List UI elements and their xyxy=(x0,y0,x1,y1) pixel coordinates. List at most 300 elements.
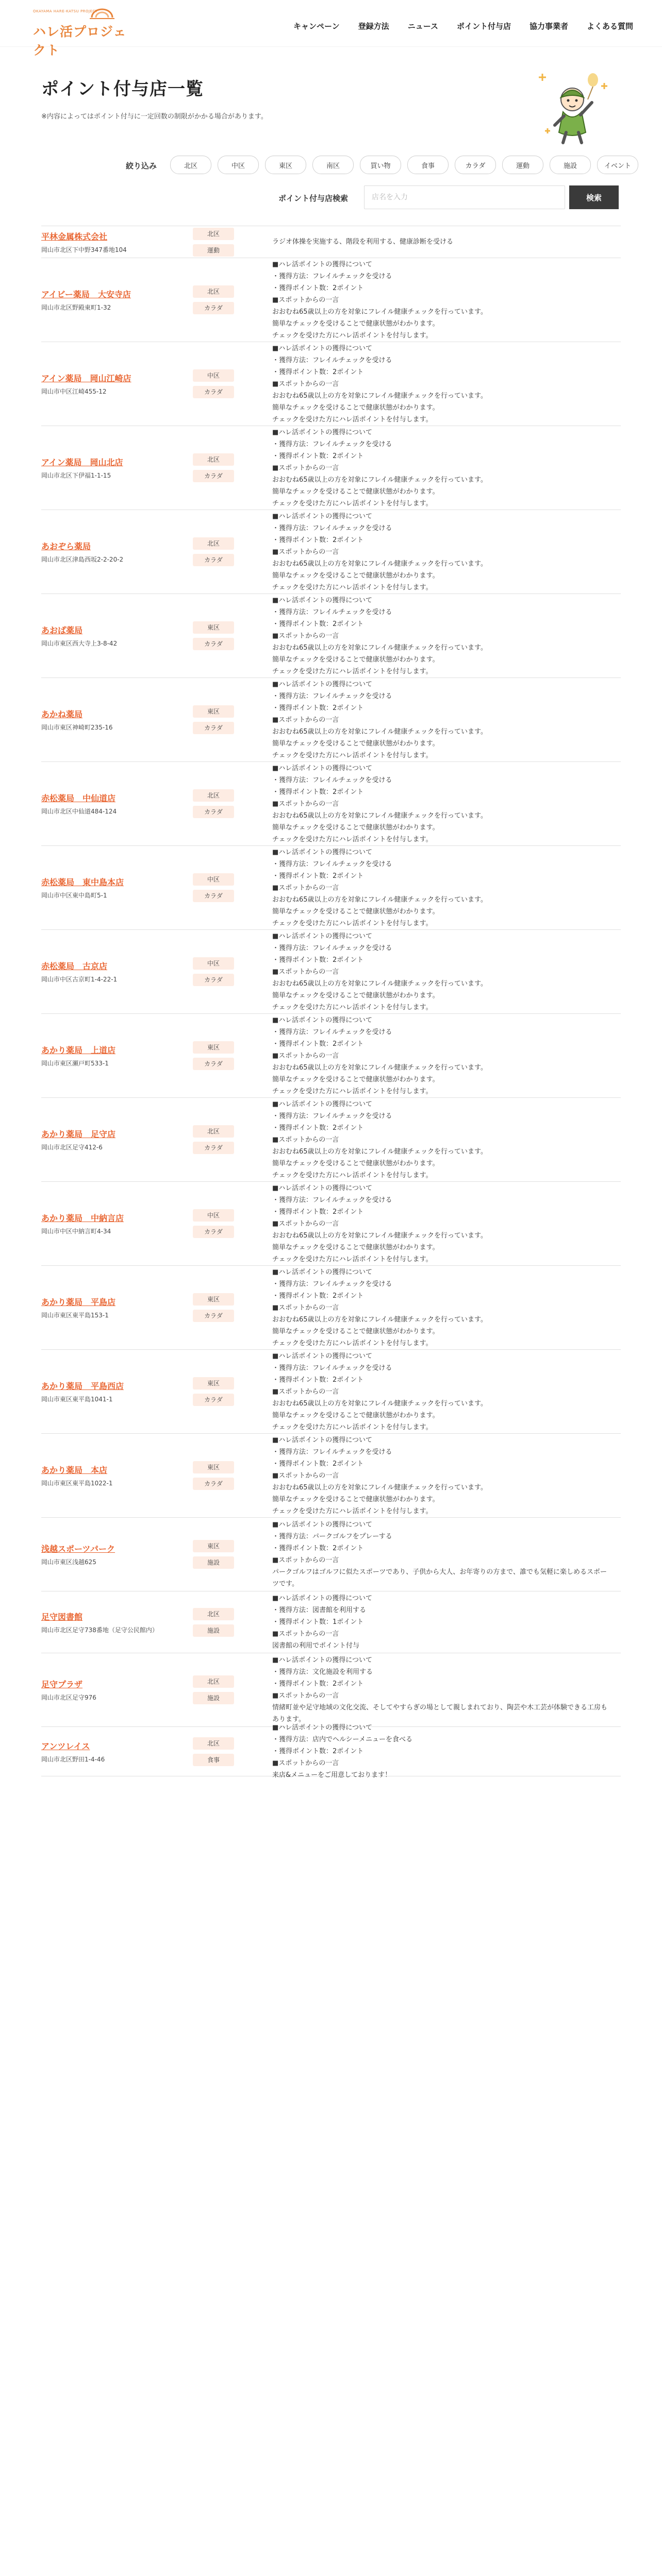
store-tags xyxy=(193,1591,239,1653)
store-name-link[interactable]: あかり薬局 平島西店 xyxy=(41,1381,124,1391)
description-line: ■ハレ活ポイントの獲得について xyxy=(272,1100,373,1108)
store-row xyxy=(41,226,621,258)
description-line: ・獲得ポイント数：2ポイント xyxy=(272,1460,364,1468)
description-line: 簡単なチェックを受けることで健康状態がわかります。 xyxy=(272,739,439,748)
store-tag: 東区 xyxy=(193,1377,234,1389)
store-description xyxy=(272,594,613,677)
store-tags xyxy=(193,1434,239,1517)
store-address: 岡山市中区中納言町4-34 xyxy=(41,1228,111,1235)
nav-registration[interactable]: 登録方法 xyxy=(358,22,389,31)
description-line: ■ハレ活ポイントの獲得について xyxy=(272,1184,373,1192)
store-tag: 東区 xyxy=(193,1041,234,1054)
store-tag: 北区 xyxy=(193,537,234,550)
store-tag: 北区 xyxy=(193,1608,234,1620)
store-address: 岡山市中区江崎455-12 xyxy=(41,388,107,395)
description-line: 簡単なチェックを受けることで健康状態がわかります。 xyxy=(272,907,439,916)
description-line: チェックを受けた方にハレ活ポイントを付与します。 xyxy=(272,1507,433,1515)
description-line: おおむね65歳以上の方を対象にフレイル健康チェックを行っています。 xyxy=(272,1315,487,1324)
store-tag: カラダ xyxy=(193,386,234,398)
description-line: ■スポットからの一言 xyxy=(272,1052,339,1060)
store-tag: 北区 xyxy=(193,789,234,802)
store-name-link[interactable]: あかり薬局 平島店 xyxy=(41,1297,116,1307)
description-line: ・獲得方法：フレイルチェックを受ける xyxy=(272,608,392,616)
store-tag: 北区 xyxy=(193,453,234,466)
store-address: 岡山市東区瀬戸町533-1 xyxy=(41,1060,109,1067)
filter-tag-facility[interactable]: 施設 xyxy=(550,156,591,174)
store-name-link[interactable]: あおば薬局 xyxy=(41,625,83,635)
description-line: ■スポットからの一言 xyxy=(272,548,339,556)
description-line: ■ハレ活ポイントの獲得について xyxy=(272,1268,373,1276)
store-tag: 食事 xyxy=(193,1754,234,1766)
store-info xyxy=(41,342,191,426)
store-tags xyxy=(193,1518,239,1591)
description-line: 簡単なチェックを受けることで健康状態がわかります。 xyxy=(272,1243,439,1251)
description-line: ■ハレ活ポイントの獲得について xyxy=(272,1595,373,1602)
description-line: ・獲得ポイント数：2ポイント xyxy=(272,1292,364,1300)
description-line: ・獲得方法：フレイルチェックを受ける xyxy=(272,776,392,784)
description-line: チェックを受けた方にハレ活ポイントを付与します。 xyxy=(272,499,433,507)
description-line: ■スポットからの一言 xyxy=(272,1692,339,1700)
filter-tag-exercise[interactable]: 運動 xyxy=(502,156,543,174)
store-name-link[interactable]: 浅越スポーツパーク xyxy=(41,1544,115,1554)
store-description xyxy=(272,846,613,929)
store-name-link[interactable]: 赤松薬局 中仙道店 xyxy=(41,793,116,803)
store-row xyxy=(41,1653,621,1726)
description-line: 簡単なチェックを受けることで健康状態がわかります。 xyxy=(272,319,439,328)
store-name-link[interactable]: 足守図書館 xyxy=(41,1612,83,1622)
filter-tag-meal[interactable]: 食事 xyxy=(407,156,449,174)
filter-bar xyxy=(0,156,662,176)
store-tags xyxy=(193,1653,239,1726)
description-line: ■スポットからの一言 xyxy=(272,296,339,304)
store-row xyxy=(41,510,621,594)
store-name-link[interactable]: アンツレイス xyxy=(41,1741,90,1751)
store-row xyxy=(41,1181,621,1265)
filter-tag-minami[interactable]: 南区 xyxy=(312,156,354,174)
nav-faq[interactable]: よくある質問 xyxy=(586,22,633,31)
logo-text: ハレ活プロジェクト xyxy=(33,24,127,58)
description-line: 簡単なチェックを受けることで健康状態がわかります。 xyxy=(272,403,439,412)
store-tag: 北区 xyxy=(193,228,234,240)
store-name-link[interactable]: アイビー薬局 大安寺店 xyxy=(41,290,131,299)
store-row xyxy=(41,1349,621,1433)
store-tags xyxy=(193,1266,239,1349)
mascot-illustration-icon xyxy=(527,62,615,150)
description-line: ■ハレ活ポイントの獲得について xyxy=(272,344,373,352)
store-row xyxy=(41,1724,621,1779)
store-description xyxy=(272,258,613,342)
store-address: 岡山市北区下中野347番地104 xyxy=(41,246,127,253)
description-line: ・獲得ポイント数：2ポイント xyxy=(272,704,364,712)
store-address: 岡山市東区東平島153-1 xyxy=(41,1312,109,1319)
filter-tag-event[interactable]: イベント xyxy=(597,156,638,174)
description-line: ■スポットからの一言 xyxy=(272,632,339,640)
description-line: ■ハレ活ポイントの獲得について xyxy=(272,1352,373,1360)
description-line: ・獲得方法：パークゴルフをプレーする xyxy=(272,1533,392,1540)
description-line: ・獲得ポイント数：2ポイント xyxy=(272,788,364,796)
store-address: 岡山市東区浅越625 xyxy=(41,1558,96,1566)
store-tag: 運動 xyxy=(193,244,234,257)
store-info xyxy=(41,1350,191,1433)
store-tags xyxy=(193,226,239,258)
store-tags xyxy=(193,510,239,594)
store-search xyxy=(0,185,662,210)
page-note: ※内容によってはポイント付与に一定回数の制限がかかる場合があります。 xyxy=(41,113,268,121)
logo-subtext: OKAYAMA HARE-KATSU PROJECT xyxy=(33,9,98,13)
description-line: ・獲得ポイント数：2ポイント xyxy=(272,536,364,544)
description-line: ・獲得ポイント数：1ポイント xyxy=(272,1618,364,1626)
store-name-link[interactable]: あかね薬局 xyxy=(41,709,83,719)
store-name-link[interactable]: 赤松薬局 東中島本店 xyxy=(41,877,124,887)
store-tag: カラダ xyxy=(193,974,234,986)
store-tags xyxy=(193,426,239,510)
store-tag: 中区 xyxy=(193,1209,234,1222)
store-tag: カラダ xyxy=(193,1310,234,1322)
nav-point-stores[interactable]: ポイント付与店 xyxy=(456,22,511,31)
store-description xyxy=(272,1014,613,1097)
description-line: おおむね65歳以上の方を対象にフレイル健康チェックを行っています。 xyxy=(272,1231,487,1240)
description-line: ・獲得ポイント数：2ポイント xyxy=(272,452,364,460)
store-name-link[interactable]: アイン薬局 岡山北店 xyxy=(41,457,123,467)
description-line: おおむね65歳以上の方を対象にフレイル健康チェックを行っています。 xyxy=(272,811,487,820)
store-description xyxy=(272,1653,613,1726)
description-line: チェックを受けた方にハレ活ポイントを付与します。 xyxy=(272,583,433,591)
store-description xyxy=(272,226,613,258)
filter-tag-naka[interactable]: 中区 xyxy=(218,156,259,174)
description-line: おおむね65歳以上の方を対象にフレイル健康チェックを行っています。 xyxy=(272,1483,487,1492)
description-line: ・獲得ポイント数：2ポイント xyxy=(272,1040,364,1048)
description-line: チェックを受けた方にハレ活ポイントを付与します。 xyxy=(272,1171,433,1179)
description-line: ■ハレ活ポイントの獲得について xyxy=(272,764,373,772)
description-line: ・獲得ポイント数：2ポイント xyxy=(272,1545,364,1552)
search-button[interactable]: 検索 xyxy=(569,185,619,209)
store-description xyxy=(272,426,613,510)
description-line: ■スポットからの一言 xyxy=(272,968,339,976)
nav-campaign[interactable]: キャンペーン xyxy=(293,22,340,31)
site-logo[interactable] xyxy=(31,6,129,58)
store-tag: カラダ xyxy=(193,470,234,482)
store-tag: カラダ xyxy=(193,890,234,902)
description-line: チェックを受けた方にハレ活ポイントを付与します。 xyxy=(272,1003,433,1011)
site-header xyxy=(0,0,662,58)
description-line: おおむね65歳以上の方を対象にフレイル健康チェックを行っています。 xyxy=(272,560,487,568)
description-line: ■ハレ活ポイントの獲得について xyxy=(272,1656,373,1664)
store-name-link[interactable]: あかり薬局 中納言店 xyxy=(41,1213,124,1223)
description-line: チェックを受けた方にハレ活ポイントを付与します。 xyxy=(272,415,433,423)
store-tag: 北区 xyxy=(193,1125,234,1138)
store-tags xyxy=(193,762,239,845)
description-line: 簡単なチェックを受けることで健康状態がわかります。 xyxy=(272,1495,439,1503)
store-info xyxy=(41,510,191,594)
description-line: おおむね65歳以上の方を対象にフレイル健康チェックを行っています。 xyxy=(272,895,487,904)
filter-tag-body[interactable]: カラダ xyxy=(455,156,496,174)
description-line: ・獲得ポイント数：2ポイント xyxy=(272,284,364,292)
store-tag: カラダ xyxy=(193,1142,234,1154)
store-address: 岡山市北区足守976 xyxy=(41,1694,96,1701)
store-row xyxy=(41,677,621,761)
filter-tag-list xyxy=(170,156,638,174)
store-tag: カラダ xyxy=(193,1394,234,1406)
description-line: ■ハレ活ポイントの獲得について xyxy=(272,1436,373,1444)
store-tags xyxy=(193,1727,239,1776)
store-row xyxy=(41,1433,621,1517)
store-name-link[interactable]: あかり薬局 本店 xyxy=(41,1465,108,1475)
store-description xyxy=(272,1350,613,1433)
store-address: 岡山市北区足守738番地（足守公民館内） xyxy=(41,1626,158,1634)
store-name-link[interactable]: あかり薬局 足守店 xyxy=(41,1129,116,1139)
store-info xyxy=(41,1653,191,1726)
store-tags xyxy=(193,594,239,677)
description-line: チェックを受けた方にハレ活ポイントを付与します。 xyxy=(272,1255,433,1263)
store-row xyxy=(41,426,621,510)
filter-label: 絞り込み xyxy=(126,161,157,171)
description-line: おおむね65歳以上の方を対象にフレイル健康チェックを行っています。 xyxy=(272,1399,487,1408)
store-row xyxy=(41,1097,621,1181)
description-line: ・獲得方法：フレイルチェックを受ける xyxy=(272,356,392,364)
filter-tag-kita[interactable]: 北区 xyxy=(170,156,211,174)
description-line: ■ハレ活ポイントの獲得について xyxy=(272,932,373,940)
store-tags xyxy=(193,1182,239,1265)
store-search-input[interactable] xyxy=(364,185,565,209)
store-description xyxy=(272,1182,613,1265)
description-line: おおむね65歳以上の方を対象にフレイル健康チェックを行っています。 xyxy=(272,643,487,652)
store-row xyxy=(41,929,621,1013)
description-line: ■スポットからの一言 xyxy=(272,464,339,472)
search-label: ポイント付与店検索 xyxy=(278,194,349,203)
description-line: ・獲得ポイント数：2ポイント xyxy=(272,1376,364,1384)
store-address: 岡山市東区神崎町235-16 xyxy=(41,724,113,731)
store-info xyxy=(41,762,191,845)
description-line: ■スポットからの一言 xyxy=(272,1387,339,1396)
description-line: 簡単なチェックを受けることで健康状態がわかります。 xyxy=(272,487,439,496)
store-tags xyxy=(193,1098,239,1181)
description-line: 簡単なチェックを受けることで健康状態がわかります。 xyxy=(272,655,439,664)
store-tags xyxy=(193,678,239,761)
store-tags xyxy=(193,930,239,1013)
store-info xyxy=(41,930,191,1013)
store-address: 岡山市中区古京町1-4-22-1 xyxy=(41,976,118,983)
store-name-link[interactable]: あかり薬局 上道店 xyxy=(41,1045,116,1055)
description-line: ・獲得ポイント数：2ポイント xyxy=(272,1680,364,1688)
store-tag: カラダ xyxy=(193,1058,234,1070)
store-info xyxy=(41,594,191,677)
description-line: チェックを受けた方にハレ活ポイントを付与します。 xyxy=(272,1339,433,1347)
store-tag: カラダ xyxy=(193,806,234,818)
description-line: チェックを受けた方にハレ活ポイントを付与します。 xyxy=(272,1423,433,1431)
description-line: ・獲得方法：フレイルチェックを受ける xyxy=(272,1112,392,1120)
description-line: ・獲得方法：フレイルチェックを受ける xyxy=(272,524,392,532)
description-line: ■スポットからの一言 xyxy=(272,1136,339,1144)
store-name-link[interactable]: 足守プラザ xyxy=(41,1680,83,1689)
store-row xyxy=(41,258,621,342)
store-info xyxy=(41,1014,191,1097)
store-info xyxy=(41,426,191,510)
description-line: おおむね65歳以上の方を対象にフレイル健康チェックを行っています。 xyxy=(272,727,487,736)
store-address: 岡山市北区中仙道484-124 xyxy=(41,808,117,815)
store-tag: 東区 xyxy=(193,1461,234,1473)
store-row xyxy=(41,1591,621,1653)
description-line: ■スポットからの一言 xyxy=(272,716,339,724)
nav-partners[interactable]: 協力事業者 xyxy=(529,22,568,31)
description-line: ■スポットからの一言 xyxy=(272,1759,339,1767)
description-line: ■ハレ活ポイントの獲得について xyxy=(272,1016,373,1024)
description-line: チェックを受けた方にハレ活ポイントを付与します。 xyxy=(272,1087,433,1095)
description-line: 来店&メニューをご用意しております！ xyxy=(272,1771,392,1779)
description-line: ・獲得方法：フレイルチェックを受ける xyxy=(272,860,392,868)
store-address: 岡山市北区足守412-6 xyxy=(41,1144,103,1151)
store-info xyxy=(41,1727,191,1776)
store-tag: 北区 xyxy=(193,285,234,298)
description-line: 簡単なチェックを受けることで健康状態がわかります。 xyxy=(272,1411,439,1419)
store-tag: カラダ xyxy=(193,302,234,314)
store-row xyxy=(41,1013,621,1097)
description-line: ■スポットからの一言 xyxy=(272,800,339,808)
store-list xyxy=(41,226,621,1779)
description-line: ■スポットからの一言 xyxy=(272,1471,339,1480)
store-tag: カラダ xyxy=(193,638,234,650)
description-line: ・獲得方法：フレイルチェックを受ける xyxy=(272,1196,392,1204)
store-description xyxy=(272,1434,613,1517)
description-line: 簡単なチェックを受けることで健康状態がわかります。 xyxy=(272,1159,439,1167)
description-line: 簡単なチェックを受けることで健康状態がわかります。 xyxy=(272,1075,439,1083)
store-address: 岡山市中区東中島町5-1 xyxy=(41,892,107,899)
store-address: 岡山市北区野殿東町1-32 xyxy=(41,304,111,311)
store-name-link[interactable]: 平林金属株式会社 xyxy=(41,231,108,242)
store-row xyxy=(41,594,621,677)
description-line: ■スポットからの一言 xyxy=(272,1303,339,1312)
description-line: ラジオ体操を実施する、階段を利用する、健康診断を受ける xyxy=(272,238,454,246)
store-row xyxy=(41,761,621,845)
description-line: おおむね65歳以上の方を対象にフレイル健康チェックを行っています。 xyxy=(272,1063,487,1072)
filter-tag-shopping[interactable]: 買い物 xyxy=(360,156,401,174)
description-line: ■ハレ活ポイントの獲得について xyxy=(272,596,373,604)
description-line: ■ハレ活ポイントの獲得について xyxy=(272,260,373,268)
description-line: ■ハレ活ポイントの獲得について xyxy=(272,428,373,436)
store-description xyxy=(272,1724,613,1779)
store-row xyxy=(41,1517,621,1591)
store-info xyxy=(41,1098,191,1181)
store-tag: 北区 xyxy=(193,1737,234,1750)
store-address: 岡山市北区野田1-4-46 xyxy=(41,1755,105,1763)
store-description xyxy=(272,1266,613,1349)
nav-news[interactable]: ニュース xyxy=(407,22,438,31)
description-line: 簡単なチェックを受けることで健康状態がわかります。 xyxy=(272,1327,439,1335)
description-line: ・獲得方法：フレイルチェックを受ける xyxy=(272,944,392,952)
description-line: ・獲得方法：図書館を利用する xyxy=(272,1606,367,1614)
description-line: ・獲得ポイント数：2ポイント xyxy=(272,1748,364,1755)
store-address: 岡山市東区東平島1022-1 xyxy=(41,1480,113,1487)
store-info xyxy=(41,846,191,929)
store-tag: 中区 xyxy=(193,369,234,382)
description-line: おおむね65歳以上の方を対象にフレイル健康チェックを行っています。 xyxy=(272,979,487,988)
description-line: おおむね65歳以上の方を対象にフレイル健康チェックを行っています。 xyxy=(272,476,487,484)
store-description xyxy=(272,678,613,761)
store-row xyxy=(41,342,621,426)
description-line: 図書館の利用でポイント付与 xyxy=(272,1642,360,1650)
page-title: ポイント付与店一覧 xyxy=(41,79,204,99)
description-line: ・獲得ポイント数：2ポイント xyxy=(272,620,364,628)
description-line: ・獲得ポイント数：2ポイント xyxy=(272,368,364,376)
description-line: ■ハレ活ポイントの獲得について xyxy=(272,680,373,688)
filter-tag-higashi[interactable]: 東区 xyxy=(265,156,306,174)
description-line: ・獲得方法：フレイルチェックを受ける xyxy=(272,1280,392,1288)
description-line: ・獲得ポイント数：2ポイント xyxy=(272,872,364,880)
description-line: ・獲得方法：フレイルチェックを受ける xyxy=(272,692,392,700)
store-name-link[interactable]: アイン薬局 岡山江崎店 xyxy=(41,374,131,383)
store-address: 岡山市北区下伊福1-1-15 xyxy=(41,472,111,479)
description-line: ■スポットからの一言 xyxy=(272,884,339,892)
store-tag: 東区 xyxy=(193,1293,234,1306)
description-line: 簡単なチェックを受けることで健康状態がわかります。 xyxy=(272,991,439,999)
store-tag: 東区 xyxy=(193,705,234,718)
store-description xyxy=(272,1518,613,1591)
store-tag: 東区 xyxy=(193,621,234,634)
store-info xyxy=(41,1182,191,1265)
store-description xyxy=(272,342,613,426)
description-line: ・獲得ポイント数：2ポイント xyxy=(272,1208,364,1216)
global-nav xyxy=(293,21,633,31)
description-line: チェックを受けた方にハレ活ポイントを付与します。 xyxy=(272,835,433,843)
description-line: ■ハレ活ポイントの獲得について xyxy=(272,512,373,520)
description-line: ・獲得方法：文化施設を利用する xyxy=(272,1668,373,1676)
store-description xyxy=(272,762,613,845)
description-line: おおむね65歳以上の方を対象にフレイル健康チェックを行っています。 xyxy=(272,392,487,400)
store-tags xyxy=(193,258,239,342)
description-line: ■ハレ活ポイントの獲得について xyxy=(272,1521,373,1529)
store-tag: 施設 xyxy=(193,1624,234,1637)
description-line: ■ハレ活ポイントの獲得について xyxy=(272,1724,373,1732)
store-address: 岡山市東区西大寺上3-8-42 xyxy=(41,640,118,647)
store-tag: 北区 xyxy=(193,1675,234,1688)
description-line: ■スポットからの一言 xyxy=(272,1630,339,1638)
store-description xyxy=(272,1098,613,1181)
store-info xyxy=(41,226,191,258)
store-tag: 施設 xyxy=(193,1556,234,1569)
store-address: 岡山市北区津島西坂2-2-20-2 xyxy=(41,556,124,563)
store-tag: カラダ xyxy=(193,1478,234,1490)
store-tag: カラダ xyxy=(193,1226,234,1238)
store-name-link[interactable]: 赤松薬局 古京店 xyxy=(41,961,108,971)
description-line: ・獲得方法：フレイルチェックを受ける xyxy=(272,440,392,448)
page-hero xyxy=(0,47,662,150)
description-line: ・獲得方法：店内でヘルシーメニューを食べる xyxy=(272,1736,413,1743)
store-tags xyxy=(193,1350,239,1433)
store-info xyxy=(41,1518,191,1591)
description-line: ■スポットからの一言 xyxy=(272,1219,339,1228)
store-tag: 施設 xyxy=(193,1692,234,1704)
description-line: おおむね65歳以上の方を対象にフレイル健康チェックを行っています。 xyxy=(272,308,487,316)
store-description xyxy=(272,1591,613,1653)
store-tags xyxy=(193,846,239,929)
description-line: チェックを受けた方にハレ活ポイントを付与します。 xyxy=(272,331,433,340)
store-tags xyxy=(193,1014,239,1097)
description-line: チェックを受けた方にハレ活ポイントを付与します。 xyxy=(272,919,433,927)
description-line: ■スポットからの一言 xyxy=(272,380,339,388)
store-tag: カラダ xyxy=(193,722,234,734)
store-description xyxy=(272,930,613,1013)
description-line: ・獲得方法：フレイルチェックを受ける xyxy=(272,1448,392,1456)
store-address: 岡山市東区東平島1041-1 xyxy=(41,1396,113,1403)
store-tag: 中区 xyxy=(193,873,234,886)
description-line: ■ハレ活ポイントの獲得について xyxy=(272,848,373,856)
description-line: ■スポットからの一言 xyxy=(272,1556,339,1564)
description-line: ・獲得方法：フレイルチェックを受ける xyxy=(272,1364,392,1372)
store-row xyxy=(41,1265,621,1349)
description-line: おおむね65歳以上の方を対象にフレイル健康チェックを行っています。 xyxy=(272,1147,487,1156)
store-info xyxy=(41,678,191,761)
store-info xyxy=(41,1591,191,1653)
store-name-link[interactable]: あおぞら薬局 xyxy=(41,541,91,551)
